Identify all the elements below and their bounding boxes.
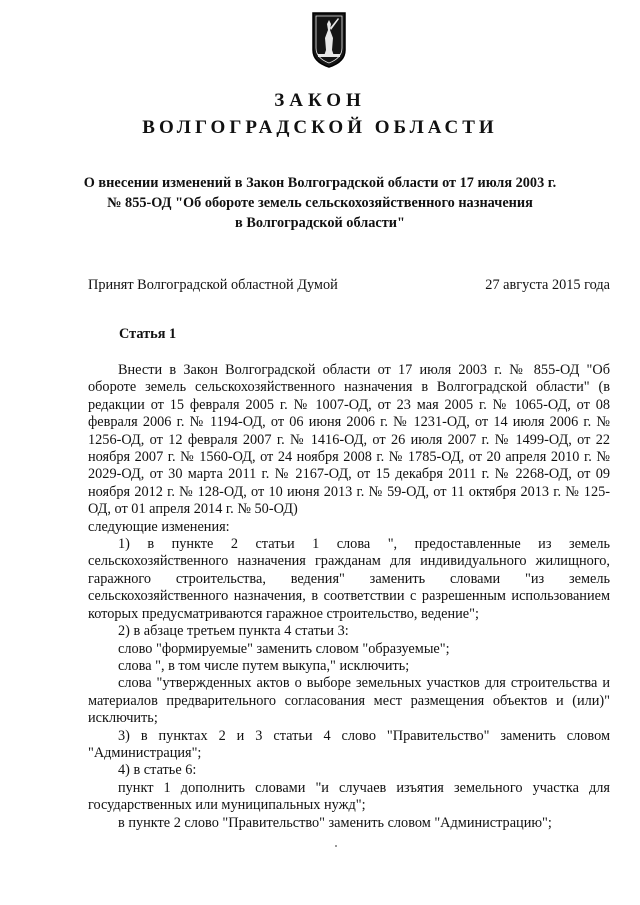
article-intro-tail: следующие изменения:	[88, 518, 230, 535]
adoption-line	[88, 277, 610, 294]
list-item: пункт 1 дополнить словами "и случаев изъятия земельного участка для государственных или муниципальных нужд";	[88, 779, 610, 814]
list-item: 4) в статье 6:	[118, 762, 197, 779]
article-heading: Статья 1	[119, 326, 177, 342]
document-subtitle	[60, 173, 580, 233]
law-title: ЗАКОН	[274, 90, 366, 111]
list-item: 2) в абзаце третьем пункта 4 статьи 3:	[118, 623, 349, 640]
list-item: 3) в пунктах 2 и 3 статьи 4 слово "Правительство" заменить словом "Администрация";	[88, 727, 610, 761]
subtitle-line: № 855-ОД "Об обороте земель сельскохозяйственного назначения	[107, 195, 533, 211]
scan-speck	[335, 845, 337, 847]
list-item: в пункте 2 слово "Правительство" заменить словом "Администрацию";	[118, 814, 552, 831]
article-intro: Внести в Закон Волгоградской области от 17 июля 2003 г. № 855-ОД "Об обороте земель сельскохозяйственного назначения в Волгоградской области" (в редакции от 15 февраля 2005 г. № 1007-ОД, от 23 мая 2005 г. № 1065-ОД, от 08 февраля 2006 г. № 1194-ОД, от 06 июня 2006 г. № 1231-ОД, от 14 июля 2006 г. № 1256-ОД, от 12 февраля 2007 г. № 1416-ОД, от 26 июля 2007 г. № 1499-ОД, от 22 ноября 2007 г. № 1560-ОД, от 24 ноября 2008 г. № 1785-ОД, от 20 апреля 2010 г. № 2029-ОД, от 30 марта 2011 г. № 2167-ОД, от 15 декабря 2011 г. № 2268-ОД, от 09 ноября 2012 г. № 128-ОД, от 10 июня 2013 г. № 59-ОД, от 11 октября 2013 г. № 125-ОД, от 01 апреля 2014 г. № 50-ОД)	[88, 362, 610, 518]
subtitle-line: О внесении изменений в Закон Волгоградской области от 17 июля 2003 г.	[83, 175, 557, 191]
article-body	[88, 362, 610, 832]
volgograd-coat-of-arms-icon	[310, 10, 348, 70]
list-item: 1) в пункте 2 статьи 1 слова ", предоставленные из земель сельскохозяйственного назначения гражданам для индивидуального жилищного, гаражного строительства, ведения" заменить словами "из земель сельскохозяйственного назначения, в соответствии с разрешенным использованием которых предусматриваются гаражное строительство, ведение";	[88, 536, 610, 622]
adopted-by: Принят Волгоградской областной Думой	[88, 277, 338, 293]
list-item: слова "утвержденных актов о выборе земельных участков для строительства и материалов предварительного согласования мест размещения объектов и (или)" исключить;	[88, 675, 610, 727]
subtitle-line: в Волгоградской области"	[235, 215, 405, 231]
adoption-date: 27 августа 2015 года	[485, 277, 610, 293]
region-title: ВОЛГОГРАДСКОЙ ОБЛАСТИ	[142, 117, 498, 138]
list-item: слова ", в том числе путем выкупа," исключить;	[118, 657, 410, 674]
list-item: слово "формируемые" заменить словом "образуемые";	[118, 640, 450, 657]
